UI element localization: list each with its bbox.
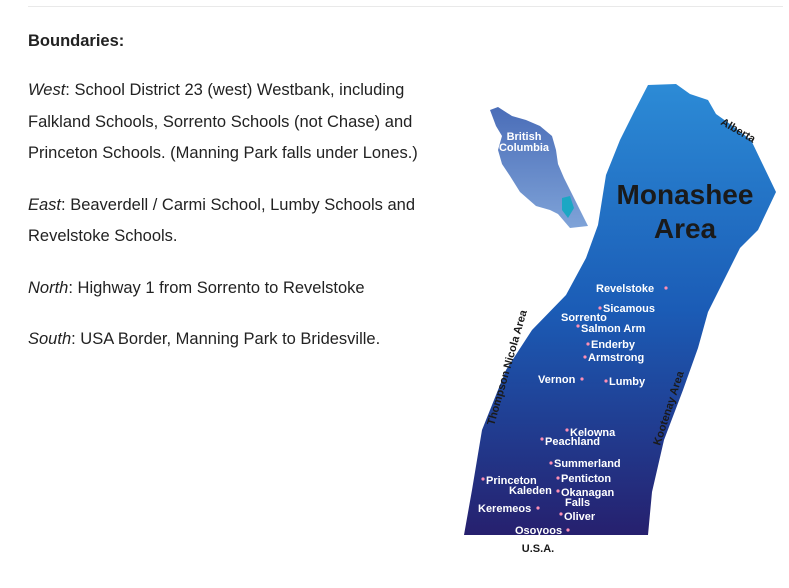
town-kelowna: Kelowna — [570, 427, 616, 439]
north-text: : Highway 1 from Sorrento to Revelstoke — [68, 278, 365, 297]
inset-label-bc-line2: Columbia — [498, 142, 550, 154]
british-columbia-inset — [490, 107, 588, 228]
area-title-line1: Monashee — [616, 179, 754, 210]
thompson-nicola-label: Thompson Nicola Area — [485, 308, 530, 427]
town-sorrento: Sorrento — [561, 312, 607, 324]
marker-lumby — [604, 379, 607, 382]
town-kaleden: Kaleden — [509, 485, 552, 497]
south-text: : USA Border, Manning Park to Bridesville. — [71, 330, 381, 348]
usa-label: U.S.A. — [521, 543, 555, 555]
town-princeton: Princeton — [486, 475, 537, 487]
town-revelstoke: Revelstoke — [596, 283, 655, 295]
north-boundary — [28, 273, 428, 305]
town-okanagan: Okanagan — [561, 487, 615, 499]
town-vernon: Vernon — [538, 374, 576, 386]
east-boundary — [28, 190, 428, 253]
town-summerland: Summerland — [554, 458, 621, 470]
marker-keremeos — [536, 506, 539, 509]
town-penticton: Penticton — [561, 473, 612, 485]
marker-revelstoke — [664, 286, 667, 289]
north-label: North — [28, 278, 69, 297]
kootenay-label: Kootenay Area — [651, 369, 687, 447]
marker-summerland — [549, 461, 552, 464]
marker-kelowna — [565, 428, 568, 431]
town-okanagan-falls: Falls — [565, 497, 591, 509]
west-boundary — [28, 75, 428, 170]
top-divider — [28, 6, 783, 7]
east-label: East — [28, 195, 62, 214]
town-enderby: Enderby — [591, 339, 636, 351]
town-oliver: Oliver — [564, 511, 596, 523]
east-text: : Beaverdell / Carmi School, Lumby Schools and Revelstoke Schools. — [28, 195, 416, 245]
boundaries-section — [28, 28, 428, 376]
marker-vernon — [580, 377, 583, 380]
marker-sicamous — [598, 306, 601, 309]
area-title-line2: Area — [653, 213, 717, 244]
south-label: South — [28, 330, 72, 348]
map-svg — [458, 80, 780, 558]
marker-salmon-arm — [576, 324, 579, 327]
marker-princeton — [481, 477, 484, 480]
town-peachland: Peachland — [545, 436, 601, 448]
marker-armstrong — [583, 355, 586, 358]
marker-enderby — [586, 342, 589, 345]
marker-penticton — [556, 476, 559, 479]
town-keremeos: Keremeos — [478, 503, 532, 515]
marker-kaleden — [556, 489, 559, 492]
west-label: West — [28, 81, 66, 99]
town-salmon-arm: Salmon Arm — [581, 323, 646, 335]
town-lumby: Lumby — [609, 376, 646, 388]
monashee-area-map — [458, 80, 780, 558]
marker-peachland — [540, 437, 543, 440]
marker-osoyoos — [566, 528, 569, 531]
south-boundary — [28, 324, 428, 356]
west-text: : School District 23 (west) Westbank, including Falkland Schools, Sorrento Schools (not Chase) and Princeton Schools. (Manning Park falls under Lones.) — [28, 81, 418, 162]
town-armstrong: Armstrong — [588, 352, 645, 364]
marker-oliver — [559, 512, 562, 515]
inset-label-bc-line1: British — [506, 131, 542, 143]
boundaries-heading: Boundaries: — [28, 32, 125, 50]
town-osoyoos: Osoyoos — [515, 525, 563, 537]
town-sicamous: Sicamous — [603, 303, 655, 315]
alberta-label: Alberta — [718, 116, 758, 146]
